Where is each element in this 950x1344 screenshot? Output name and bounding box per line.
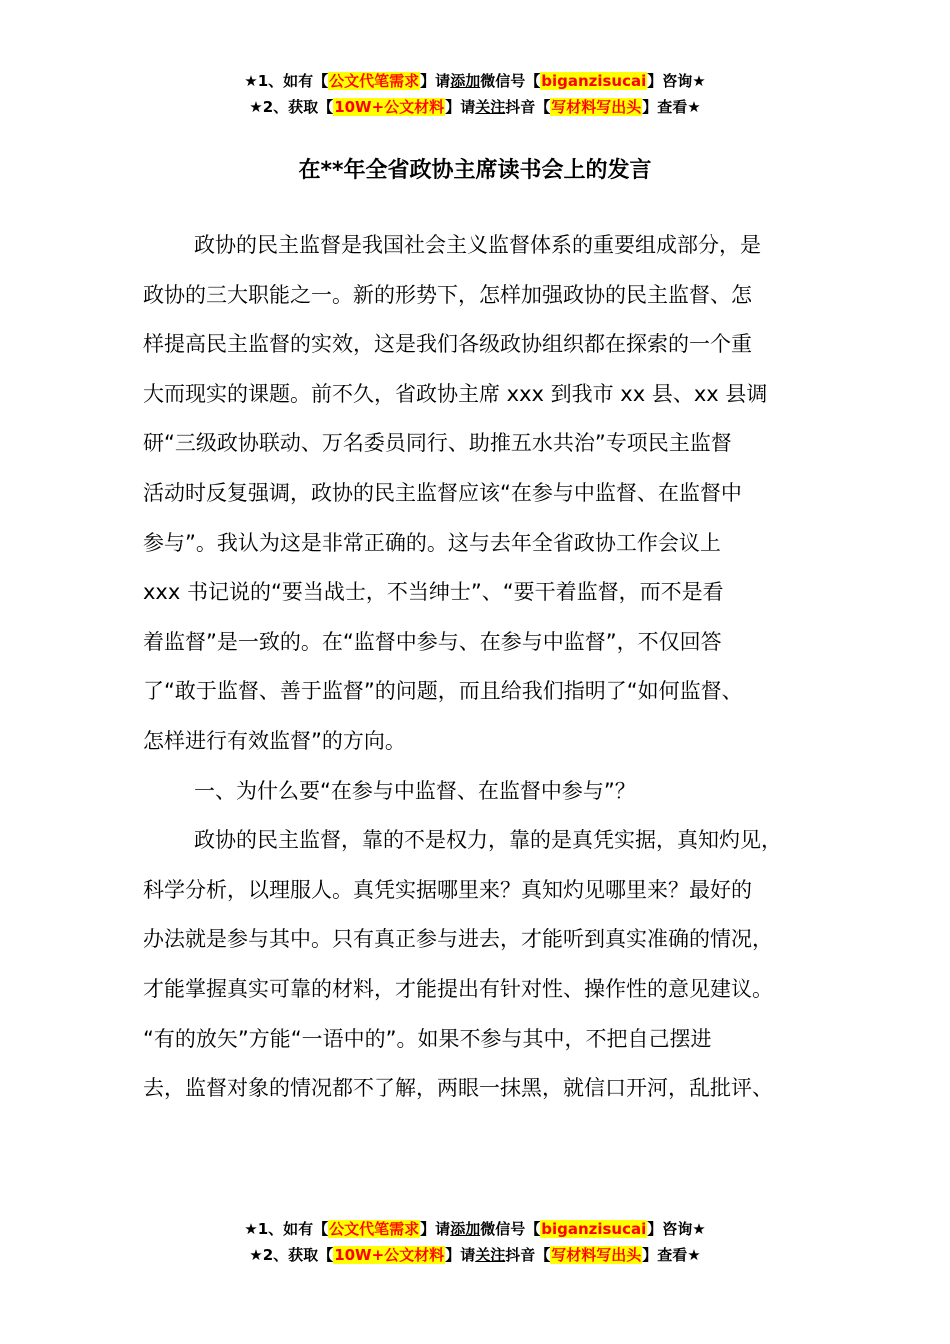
document-title: 在**年全省政协主席读书会上的发言 [298, 158, 652, 183]
header-line-1 [0, 68, 950, 94]
footer-line-1-underlined: 添加 [450, 1220, 481, 1238]
body-line: 着监督”是一致的。在“监督中参与、在参与中监督”，不仅回答 [143, 629, 722, 654]
footer-line-2-prefix: ★2、获取【 [249, 1246, 334, 1264]
body-line: 样提高民主监督的实效，这是我们各级政协组织都在探索的一个重 [143, 332, 752, 357]
header-line-1-underlined: 添加 [450, 72, 481, 90]
footer-line-2-underlined: 关注 [475, 1246, 506, 1264]
header-line-1-text: 】请 [420, 72, 451, 90]
body-line: 大而现实的课题。前不久，省政协主席 xxx 到我市 xx 县、xx 县调 [143, 381, 768, 406]
footer-line-2-highlight-materials: 10W+公文材料 [334, 1246, 445, 1264]
header-line-1-highlight-wechat: biganzisucai [541, 72, 647, 90]
footer-line-1-highlight-service: 公文代笔需求 [329, 1220, 420, 1238]
header-line-2-highlight-douyin: 写材料写出头 [551, 98, 642, 116]
header-line-2 [0, 94, 950, 120]
footer-line-1-prefix: ★1、如有【 [244, 1220, 329, 1238]
header-line-2-text: 】请 [445, 98, 476, 116]
body-line: “有的放矢”方能“一语中的”。如果不参与其中，不把自己摆进 [143, 1026, 712, 1051]
header-banner [0, 68, 950, 120]
document-body [143, 221, 823, 1114]
footer-line-1-text: 】请 [420, 1220, 451, 1238]
body-line: 怎样进行有效监督”的方向。 [143, 728, 406, 753]
footer-line-1-text-2: 微信号【 [480, 1220, 541, 1238]
footer-line-1 [0, 1216, 950, 1242]
header-line-1-highlight-service: 公文代笔需求 [329, 72, 420, 90]
header-line-2-underlined: 关注 [475, 98, 506, 116]
section-heading: 一、为什么要“在参与中监督、在监督中参与”？ [194, 778, 636, 803]
header-line-2-text-2: 抖音【 [505, 98, 551, 116]
body-line: 活动时反复强调，政协的民主监督应该“在参与中监督、在监督中 [143, 480, 742, 505]
header-line-2-prefix: ★2、获取【 [249, 98, 334, 116]
body-line: 科学分析，以理服人。真凭实据哪里来？真知灼见哪里来？最好的 [143, 877, 752, 902]
header-line-2-suffix: 】查看★ [642, 98, 701, 116]
body-line: 研“三级政协联动、万名委员同行、助推五水共治”专项民主监督 [143, 431, 732, 456]
footer-line-2-highlight-douyin: 写材料写出头 [551, 1246, 642, 1264]
body-line: 政协的民主监督是我国社会主义监督体系的重要组成部分，是 [194, 233, 761, 257]
body-line: xxx 书记说的“要当战士，不当绅士”、“要干着监督，而不是看 [143, 580, 724, 605]
footer-line-1-suffix: 】咨询★ [647, 1220, 706, 1238]
footer-line-2-suffix: 】查看★ [642, 1246, 701, 1264]
body-line: 了“敢于监督、善于监督”的问题，而且给我们指明了“如何监督、 [143, 679, 743, 704]
footer-line-2-text-2: 抖音【 [505, 1246, 551, 1264]
body-line: 办法就是参与其中。只有真正参与进去，才能听到真实准确的情况， [143, 927, 773, 952]
body-line: 政协的民主监督，靠的不是权力，靠的是真凭实据，真知灼见， [194, 828, 782, 853]
header-line-1-prefix: ★1、如有【 [244, 72, 329, 90]
body-line: 参与”。我认为这是非常正确的。这与去年全省政协工作会议上 [143, 530, 721, 555]
footer-line-1-highlight-wechat: biganzisucai [541, 1220, 647, 1238]
footer-banner [0, 1216, 950, 1268]
body-line: 才能掌握真实可靠的材料，才能提出有针对性、操作性的意见建议。 [143, 976, 773, 1001]
footer-line-2 [0, 1242, 950, 1268]
header-line-2-highlight-materials: 10W+公文材料 [334, 98, 445, 116]
footer-line-2-text: 】请 [445, 1246, 476, 1264]
body-line: 政协的三大职能之一。新的形势下，怎样加强政协的民主监督、怎 [143, 282, 752, 307]
header-line-1-suffix: 】咨询★ [647, 72, 706, 90]
header-line-1-text-2: 微信号【 [480, 72, 541, 90]
body-line: 去，监督对象的情况都不了解，两眼一抹黑，就信口开河，乱批评、 [143, 1076, 773, 1101]
